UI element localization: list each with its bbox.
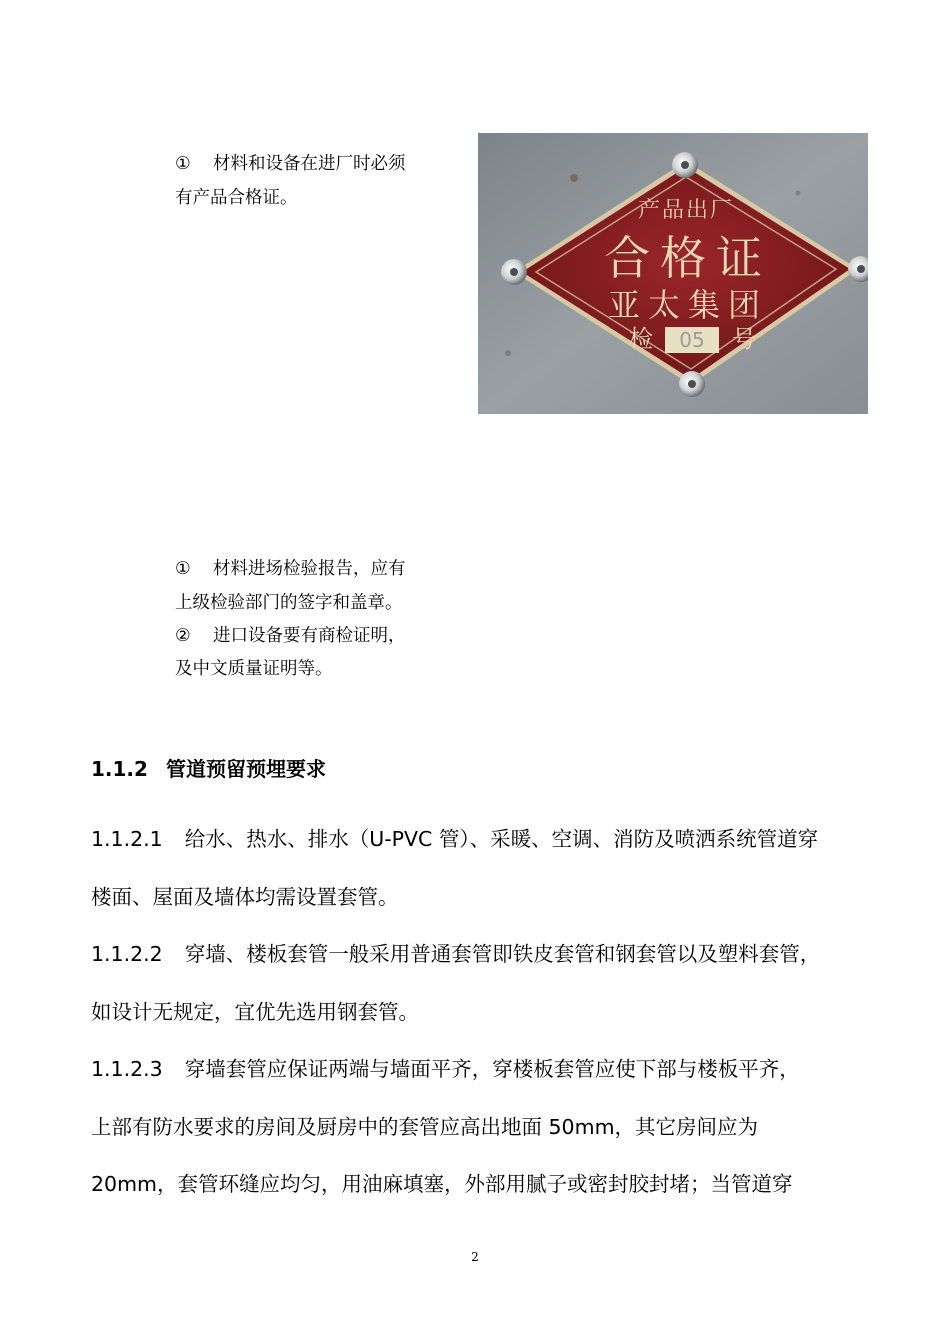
paragraph-text: 穿墙、楼板套管一般采用普通套管即铁皮套管和钢套管以及塑料套管， <box>184 942 821 966</box>
page-number: 2 <box>471 1250 479 1264</box>
certificate-plate-photo <box>478 133 868 414</box>
item-text-line2: 上级检验部门的签字和盖章。 <box>175 593 403 613</box>
paragraph-text: 给水、热水、排水（U-PVC 管）、采暖、空调、消防及喷洒系统管道穿 <box>184 827 819 851</box>
item-marker: ① <box>175 559 191 579</box>
paragraph-line <box>91 822 876 852</box>
item-text-line2: 有产品合格证。 <box>175 188 298 208</box>
item-inspection-report-cont <box>175 586 403 620</box>
section-number: 1.1.2 <box>91 757 148 781</box>
paragraph-number: 1.1.2.1 <box>91 827 163 851</box>
item-inspection-report <box>175 552 406 586</box>
paragraph-text: 上部有防水要求的房间及厨房中的套管应高出地面 50mm，其它房间应为 <box>91 1115 759 1139</box>
section-heading <box>91 752 326 786</box>
item-certificate <box>175 147 406 181</box>
item-import-equipment <box>175 619 406 653</box>
item-text-line2: 及中文质量证明等。 <box>175 659 333 679</box>
item-text-line1: 进口设备要有商检证明， <box>213 626 406 646</box>
paragraph-number: 1.1.2.3 <box>91 1057 163 1081</box>
section-title: 管道预留预埋要求 <box>165 757 326 781</box>
item-marker: ① <box>175 154 191 174</box>
paragraph-number: 1.1.2.2 <box>91 942 163 966</box>
paragraph-line <box>91 1052 876 1082</box>
plate-text-line2: 合格证 <box>604 231 772 285</box>
paragraph-line <box>91 880 876 910</box>
paragraph-line <box>91 1110 876 1140</box>
item-certificate-cont <box>175 181 298 215</box>
plate-text-line1: 产品出厂 <box>637 198 735 223</box>
item-import-equipment-cont <box>175 652 333 686</box>
item-marker: ② <box>175 626 191 646</box>
paragraph-line <box>91 995 876 1025</box>
paragraph-text: 楼面、屋面及墙体均需设置套管。 <box>91 885 399 909</box>
item-text-line1: 材料进场检验报告，应有 <box>213 559 406 579</box>
paragraph-line <box>91 937 876 967</box>
paragraph-text: 20mm，套管环缝应均匀，用油麻填塞，外部用腻子或密封胶封堵；当管道穿 <box>91 1172 793 1196</box>
plate-text-line3: 亚太集团 <box>607 286 769 324</box>
paragraph-text: 穿墙套管应保证两端与墙面平齐，穿楼板套管应使下部与楼板平齐， <box>184 1057 800 1081</box>
item-text-line1: 材料和设备在进厂时必须 <box>213 154 406 174</box>
plate-check-number: 05 <box>679 328 705 352</box>
plate-check-suffix: 号 <box>732 325 756 353</box>
paragraph-text: 如设计无规定，宜优先选用钢套管。 <box>91 1000 419 1024</box>
plate-check-prefix: 检 <box>629 325 653 353</box>
paragraph-line <box>91 1167 876 1197</box>
